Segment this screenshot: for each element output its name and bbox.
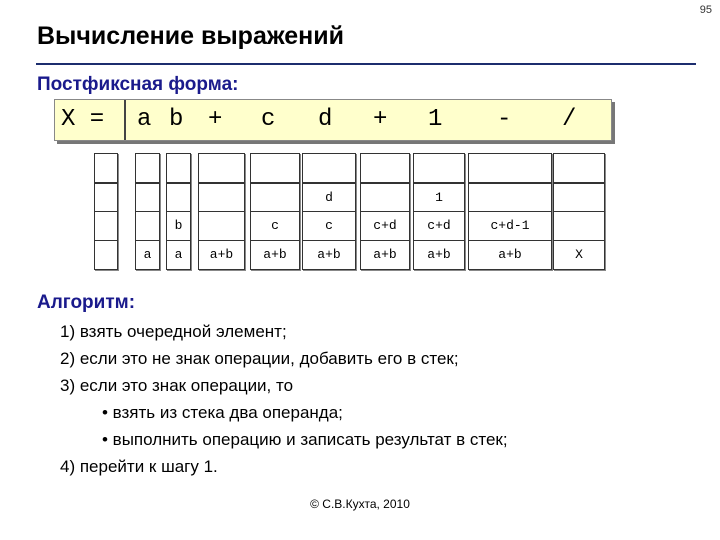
stack-cell: c [302, 211, 356, 241]
stack-cell [413, 153, 465, 183]
formula-separator [124, 100, 126, 140]
stack-cell: X [553, 240, 605, 270]
stack-cell [166, 153, 191, 183]
stack-cell [198, 153, 245, 183]
formula-token: d [318, 106, 333, 133]
stack-cell: 1 [413, 183, 465, 213]
stack-cell: c [250, 211, 300, 241]
algorithm-substep: • выполнить операцию и записать результат в стек; [102, 430, 508, 449]
stack-cell [94, 211, 118, 241]
stack-cell [94, 240, 118, 270]
stack-cell: a [135, 240, 160, 270]
stack-cell [250, 153, 300, 183]
section-heading-postfix: Постфиксная форма: [37, 74, 239, 95]
stack-cell [250, 183, 300, 213]
stack-cell [135, 153, 160, 183]
stack-cell [94, 183, 118, 213]
stack-cell [166, 183, 191, 213]
formula-token: - [497, 106, 512, 133]
stack-cell [198, 211, 245, 241]
stack-cell [553, 183, 605, 213]
algorithm-step: 4) перейти к шагу 1. [60, 457, 218, 476]
stack-cell: a [166, 240, 191, 270]
stack-cell [360, 183, 410, 213]
algorithm-step: 3) если это знак операции, то [60, 376, 294, 395]
formula-token: c [261, 106, 276, 133]
section-heading-algorithm: Алгоритм: [37, 292, 136, 313]
page-number: 95 [699, 4, 712, 16]
formula-token: / [562, 106, 577, 133]
stack-cell: d [302, 183, 356, 213]
formula-token: 1 [428, 106, 443, 133]
stack-cell: a+b [468, 240, 552, 270]
stack-cell: a+b [360, 240, 410, 270]
formula-lhs: X = [61, 106, 105, 133]
algorithm-step: 1) взять очередной элемент; [60, 322, 287, 341]
stack-cell [198, 183, 245, 213]
stack-cell [468, 153, 552, 183]
page-title: Вычисление выражений [37, 22, 344, 50]
title-divider [36, 63, 696, 65]
postfix-formula-box [54, 99, 612, 141]
stack-cell [360, 153, 410, 183]
algorithm-substep: • взять из стека два операнда; [102, 403, 343, 422]
formula-token: + [208, 106, 223, 133]
stack-cell [94, 153, 118, 183]
stack-cell [468, 183, 552, 213]
stack-cell: c+d [413, 211, 465, 241]
stack-cell [553, 153, 605, 183]
formula-token: + [373, 106, 388, 133]
stack-cell: a+b [198, 240, 245, 270]
stack-cell: a+b [413, 240, 465, 270]
copyright-footer: © С.В.Кухта, 2010 [310, 497, 410, 511]
stack-cell [553, 211, 605, 241]
stack-cell: b [166, 211, 191, 241]
stack-cell: a+b [302, 240, 356, 270]
algorithm-step: 2) если это не знак операции, добавить его в стек; [60, 349, 459, 368]
stack-cell [135, 211, 160, 241]
stack-cell: c+d [360, 211, 410, 241]
formula-token: b [169, 106, 184, 133]
stack-cell [135, 183, 160, 213]
stack-cell: a+b [250, 240, 300, 270]
formula-token: a [137, 106, 152, 133]
stack-cell [302, 153, 356, 183]
stack-cell: c+d-1 [468, 211, 552, 241]
